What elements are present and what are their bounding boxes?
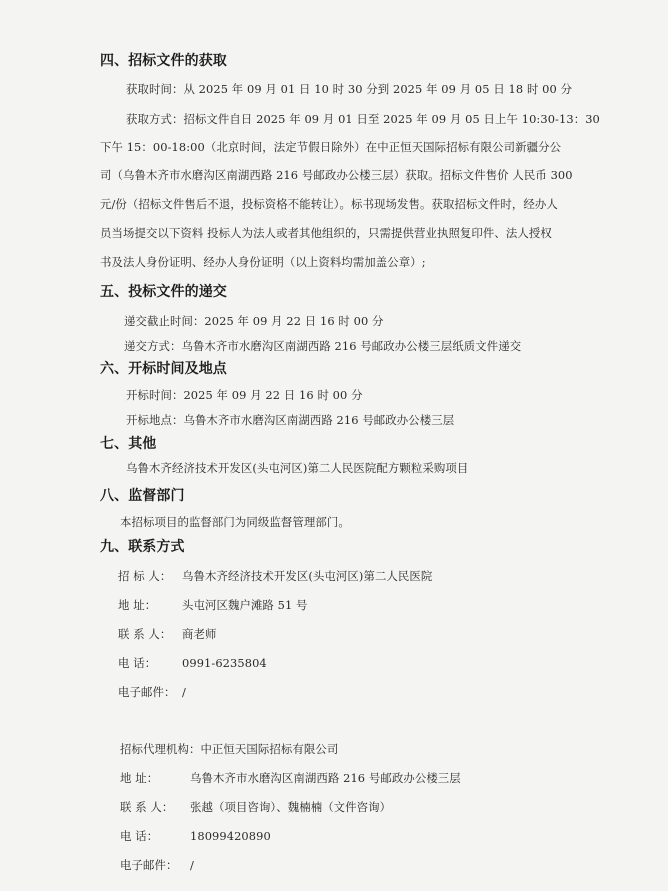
agent-phone-label: 电 话：	[120, 829, 159, 843]
agent-contact-row	[120, 799, 391, 815]
agent-address-label: 地 址：	[120, 771, 159, 785]
section-8-heading: 八、监督部门	[100, 488, 185, 504]
tenderer-contact: 商老师	[182, 627, 217, 641]
agent-email-row	[120, 857, 194, 873]
tenderer-email-row	[118, 684, 186, 700]
tenderer-address: 头屯河区魏户滩路 51 号	[182, 598, 308, 612]
tenderer-phone: 0991-6235804	[182, 656, 267, 670]
agent-address-row	[120, 770, 461, 786]
s8-text: 本招标项目的监督部门为同级监督管理部门。	[120, 515, 350, 529]
agent-contact: 张越（项目咨询）、魏楠楠（文件咨询）	[190, 800, 392, 814]
s4-obtain-method-line-5: 员当场提交以下资料 投标人为法人或者其他组织的，只需提供营业执照复印件、法人授权	[100, 226, 552, 240]
section-5-heading: 五、投标文件的递交	[100, 284, 227, 300]
section-4-heading: 四、招标文件的获取	[100, 53, 227, 69]
section-9-heading: 九、联系方式	[100, 539, 185, 555]
tenderer-name: 乌鲁木齐经济技术开发区(头屯河区)第二人民医院	[182, 569, 433, 583]
tenderer-email: /	[182, 685, 186, 699]
tenderer-address-label: 地 址：	[118, 598, 157, 612]
tenderer-email-label: 电子邮件：	[118, 685, 176, 699]
agent-phone: 18099420890	[190, 829, 271, 843]
agent-contact-label: 联 系 人：	[120, 800, 174, 814]
tenderer-phone-row	[118, 655, 267, 671]
s4-obtain-method-line-2: 下午 15：00-18:00（北京时间，法定节假日除外）在中正恒天国际招标有限公司新疆分公	[100, 140, 562, 154]
agent-phone-row	[120, 828, 271, 844]
s4-obtain-method-line-3: 司（乌鲁木齐市水磨沟区南湖西路 216 号邮政办公楼三层）获取。招标文件售价 人民币 300	[100, 168, 573, 182]
agent-address: 乌鲁木齐市水磨沟区南湖西路 216 号邮政办公楼三层	[190, 771, 461, 785]
s4-obtain-method-line-6: 书及法人身份证明、经办人身份证明（以上资料均需加盖公章）;	[100, 255, 426, 269]
s4-obtain-method-line-1: 获取方式：招标文件自日 2025 年 09 月 01 日至 2025 年 09 月 05 日上午 10:30-13：30	[126, 112, 600, 126]
s5-deadline: 递交截止时间：2025 年 09 月 22 日 16 时 00 分	[124, 314, 384, 328]
s5-method: 递交方式：乌鲁木齐市水磨沟区南湖西路 216 号邮政办公楼三层纸质文件递交	[124, 339, 522, 353]
agent-email: /	[190, 858, 194, 872]
agent-org: 中正恒天国际招标有限公司	[200, 742, 339, 756]
section-7-heading: 七、其他	[100, 436, 157, 452]
s4-obtain-method-line-4: 元/份（招标文件售后不退，投标资格不能转让）。标书现场发售。获取招标文件时，经办人	[100, 197, 558, 211]
agent-email-label: 电子邮件：	[120, 858, 178, 872]
tenderer-contact-row	[118, 626, 216, 642]
tenderer-address-row	[118, 597, 308, 613]
s6-time: 开标时间：2025 年 09 月 22 日 16 时 00 分	[126, 388, 363, 402]
s7-text: 乌鲁木齐经济技术开发区(头屯河区)第二人民医院配方颗粒采购项目	[126, 461, 469, 475]
tenderer-name-label: 招 标 人：	[118, 569, 172, 583]
s4-obtain-time: 获取时间：从 2025 年 09 月 01 日 10 时 30 分到 2025 年 09 月 05 日 18 时 00 分	[126, 82, 573, 96]
s6-place: 开标地点：乌鲁木齐市水磨沟区南湖西路 216 号邮政办公楼三层	[126, 413, 455, 427]
agent-org-label: 招标代理机构：	[120, 742, 201, 756]
section-6-heading: 六、开标时间及地点	[100, 361, 227, 377]
tenderer-phone-label: 电 话：	[118, 656, 157, 670]
tenderer-contact-label: 联 系 人：	[118, 627, 172, 641]
tenderer-name-row	[118, 568, 432, 584]
agent-org-row	[120, 741, 338, 757]
